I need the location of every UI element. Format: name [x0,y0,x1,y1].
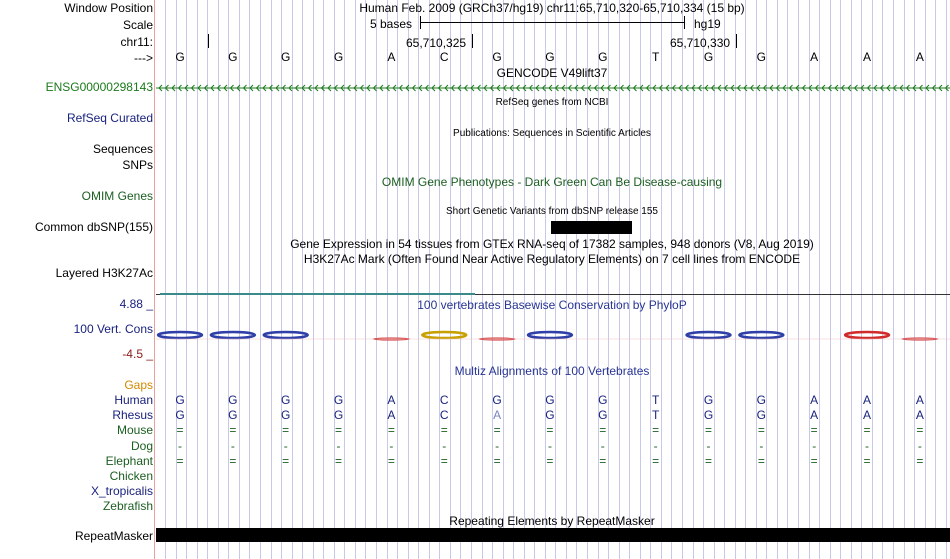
repeatmasker-label[interactable]: RepeatMasker [74,529,153,543]
alignment-base: G [756,393,767,407]
alignment-base: A [915,393,924,407]
100-vert-cons-label[interactable]: 100 Vert. Cons [73,322,153,336]
alignment-base: G [175,393,185,407]
refseq-title[interactable]: RefSeq genes from NCBI [495,97,609,108]
dbsnp-variant-bar[interactable] [551,221,632,234]
alignment-base: = [916,453,924,468]
ruler-pos-2: 65,710,330 [670,36,731,50]
label-divider[interactable] [154,0,155,559]
gencode-title[interactable]: GENCODE V49lift37 [496,66,608,80]
alignment-base: T [651,393,660,407]
alignment-base: - [389,438,394,453]
gaps-label[interactable]: Gaps [124,378,153,392]
window-position-label: Window Position [64,1,153,15]
gene-strand-track[interactable] [156,82,950,94]
reference-base: G [333,50,344,64]
alignment-base: = [440,453,448,468]
alignment-base: A [387,393,396,407]
alignment-base: - [230,438,235,453]
alignment-base: - [653,438,658,453]
reference-base: A [810,50,819,64]
alignment-base: G [175,408,185,423]
conservation-mark [422,332,466,338]
reference-base: C [439,50,449,64]
species-label-mouse[interactable]: Mouse [116,423,153,438]
reference-base: A [915,50,924,64]
h3k27ac-title[interactable]: H3K27Ac Mark (Often Found Near Active Regulatory Elements) on 7 cell lines from ENCODE [303,252,801,266]
alignment-base: = [229,423,237,438]
species-label-human[interactable]: Human [114,393,153,407]
alignment-base: A [863,408,872,423]
alignment-base: C [439,393,449,407]
scale-text: 5 bases [370,17,413,31]
alignment-base: G [703,408,714,423]
alignment-base: - [442,438,447,453]
alignment-base: = [916,423,924,438]
reference-base: A [387,50,396,64]
reference-base: G [281,50,291,64]
alignment-base: A [493,408,502,423]
alignment-base: A [810,393,819,407]
sequences-label[interactable]: Sequences [92,142,153,156]
species-label-chicken[interactable]: Chicken [109,469,153,483]
alignment-base: - [917,438,922,453]
assembly-position: Human Feb. 2009 (GRCh37/hg19) chr11:65,710,320-65,710,334 (15 bp) [359,1,745,15]
gene-label[interactable]: ENSG00000298143 [45,80,153,94]
alignment-base: G [756,408,767,423]
alignment-base: = [229,453,237,468]
species-label-rhesus[interactable]: Rhesus [112,408,153,423]
alignment-base: = [757,453,765,468]
alignment-base: = [282,423,290,438]
ruler-tick-1 [472,34,473,48]
conservation-mark [528,332,572,338]
alignment-base: = [599,453,607,468]
alignment-base: = [440,423,448,438]
alignment-base: A [863,393,872,407]
alignment-base: G [281,408,291,423]
reference-base: G [228,50,238,64]
layered-h3k27ac-label[interactable]: Layered H3K27Ac [55,266,153,280]
alignment-base: = [335,453,343,468]
alignment-base: - [178,438,182,453]
alignment-base: G [228,408,238,423]
alignment-base: - [759,438,764,453]
alignment-base: T [651,408,660,423]
scale-db: hg19 [694,17,721,31]
alignment-base: G [492,393,502,407]
omim-title[interactable]: OMIM Gene Phenotypes - Dark Green Can Be Disease-causing [381,175,723,189]
reference-base: G [175,50,185,64]
gtex-title[interactable]: Gene Expression in 54 tissues from GTEx RNA-seq of 17382 samples, 948 donors (V8, Aug 2019) [290,237,814,251]
alignment-base: = [863,423,871,438]
alignment-base: = [493,453,501,468]
reference-base: G [703,50,714,64]
alignment-base: G [703,393,714,407]
alignment-base: = [387,453,395,468]
common-dbsnp-label[interactable]: Common dbSNP(155) [34,220,153,234]
species-label-dog[interactable]: Dog [130,438,153,453]
alignment-base: G [333,408,344,423]
phylop-conservation-plot[interactable] [156,325,950,349]
reference-base: G [598,50,608,64]
alignment-base: = [546,423,554,438]
reference-base: G [545,50,555,64]
alignment-base: - [283,438,288,453]
alignment-base: = [176,423,184,438]
alignment-base: = [810,423,818,438]
alignment-base: G [545,408,555,423]
alignment-base: C [439,408,449,423]
alignment-base: A [915,408,924,423]
alignment-base: = [335,423,343,438]
strand-arrow-label[interactable]: ---> [134,51,153,65]
scale-label: Scale [122,18,153,32]
alignment-base: - [600,438,605,453]
alignment-base: G [228,393,238,407]
dbsnp-title[interactable]: Short Genetic Variants from dbSNP release 155 [446,206,658,217]
ruler-pos-1: 65,710,325 [406,36,467,50]
phylop-title[interactable]: 100 vertebrates Basewise Conservation by PhyloP [417,298,687,312]
alignment-base: G [598,393,608,407]
ruler-tick-start [208,34,209,48]
conservation-mark [264,332,308,338]
conservation-mark [158,332,202,338]
ruler-tick-2 [736,34,737,48]
alignment-base: - [812,438,817,453]
alignment-base: = [176,453,184,468]
alignment-base: A [387,408,396,423]
publications-title[interactable]: Publications: Sequences in Scientific Articles [453,128,651,139]
refseq-curated-label[interactable]: RefSeq Curated [66,111,153,125]
repeatmasker-element[interactable] [156,528,950,542]
species-label-zebrafish[interactable]: Zebrafish [102,499,153,514]
conservation-mark [211,332,255,338]
reference-base: T [651,50,660,64]
alignment-base: - [495,438,500,453]
alignment-base: = [652,453,660,468]
alignment-base: G [333,393,344,407]
alignment-base: = [493,423,501,438]
alignment-base: G [545,393,555,407]
omim-genes-label[interactable]: OMIM Genes [81,189,153,203]
reference-base: G [492,50,502,64]
species-label-elephant[interactable]: Elephant [105,453,153,468]
alignment-base: - [865,438,870,453]
alignment-base: = [652,423,660,438]
scale-bar [420,22,685,23]
conservation-mark [845,332,889,338]
alignment-base: = [546,453,554,468]
alignment-base: = [704,453,713,468]
chr-label: chr11: [120,35,153,49]
alignment-base: - [336,438,341,453]
alignment-base: - [706,438,711,453]
multiz-title[interactable]: Multiz Alignments of 100 Vertebrates [454,364,650,378]
cons-max-label: 4.88 _ [119,297,153,311]
repeatmasker-title[interactable]: Repeating Elements by RepeatMasker [449,514,655,528]
alignment-base: = [282,453,290,468]
alignment-base: = [863,453,871,468]
scale-bar-right-tick [684,16,685,29]
alignment-base: = [704,423,713,438]
conservation-mark [687,332,731,338]
h3k27ac-signal [160,293,475,295]
alignment-base: G [281,393,291,407]
alignment-base: = [599,423,607,438]
cons-min-label: -4.5 _ [122,347,153,361]
species-label-x_tropicalis[interactable]: X_tropicalis [90,484,153,499]
alignment-base: = [757,423,765,438]
alignment-base: - [547,438,552,453]
alignment-base: G [598,408,608,423]
snps-label[interactable]: SNPs [122,158,153,172]
alignment-base: = [810,453,818,468]
conservation-mark [739,332,783,338]
alignment-base: A [810,408,819,423]
reference-base: G [756,50,767,64]
alignment-base: = [387,423,395,438]
reference-base: A [863,50,872,64]
